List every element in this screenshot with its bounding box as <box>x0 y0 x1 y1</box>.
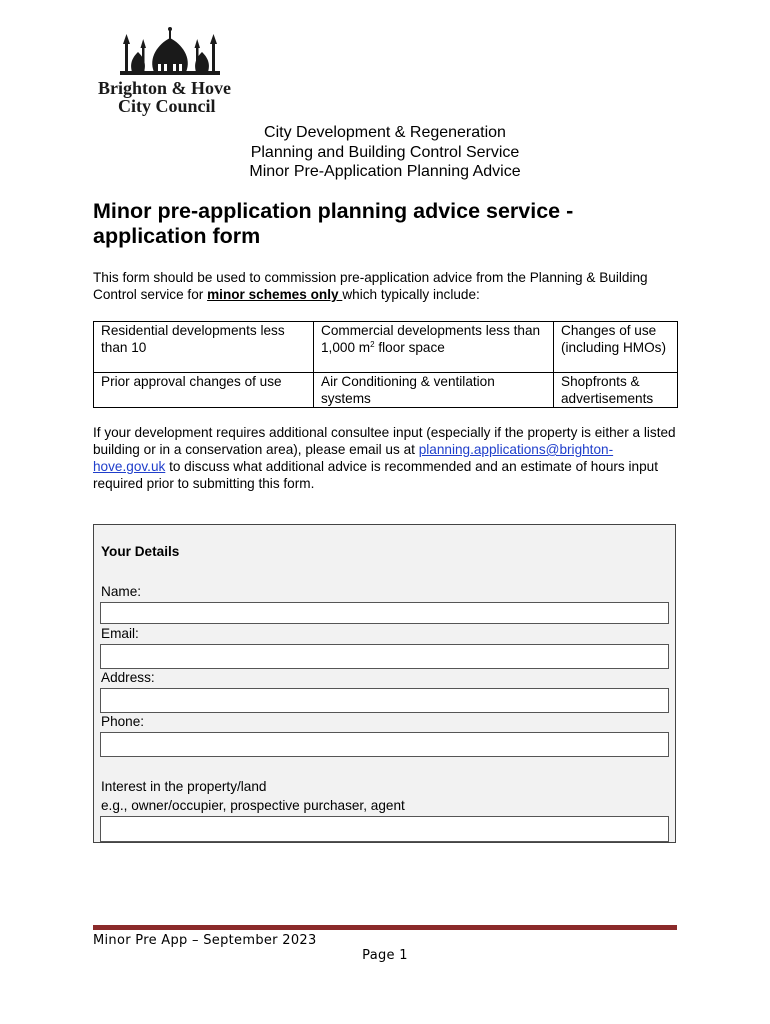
page-number: Page 1 <box>362 948 408 963</box>
cell-text: floor space <box>374 340 445 355</box>
name-label: Name: <box>101 584 142 599</box>
intro-emphasis: minor schemes only <box>207 287 343 302</box>
phone-label: Phone: <box>101 714 145 729</box>
wordmark-line-2: City Council <box>118 96 216 116</box>
interest-label: Interest in the property/land <box>101 779 267 794</box>
name-field[interactable] <box>100 602 669 624</box>
advice-line: Minor Pre-Application Planning Advice <box>249 163 521 180</box>
table-row <box>94 373 678 408</box>
table-cell: Shopfronts & advertisements <box>554 373 678 408</box>
email-link[interactable]: planning.applications@brighton-hove.gov.uk <box>93 442 614 474</box>
form-heading: Your Details <box>101 544 180 559</box>
consultee-paragraph <box>93 424 683 492</box>
interest-field[interactable] <box>100 816 669 842</box>
wordmark-line-1: Brighton & Hove <box>98 78 231 98</box>
interest-hint: e.g., owner/occupier, prospective purchaser, agent <box>101 798 405 813</box>
intro-text: This form should be used to commission pre-application advice from the Planning & Building Control service for <box>93 270 648 302</box>
pavilion-domes-icon <box>120 26 220 78</box>
intro-paragraph <box>93 269 683 303</box>
title-line-2: application form <box>93 224 261 248</box>
department-line: City Development & Regeneration <box>264 124 506 141</box>
superscript: 2 <box>370 340 375 349</box>
council-wordmark <box>96 79 248 115</box>
consultee-text-end: to discuss what additional advice is recommended and an estimate of hours input required prior to submitting this form. <box>93 459 658 491</box>
scheme-types-table <box>93 321 678 408</box>
table-cell: Prior approval changes of use <box>94 373 314 408</box>
phone-field[interactable] <box>100 732 669 757</box>
table-cell: Changes of use (including HMOs) <box>554 322 678 373</box>
council-logo <box>96 26 248 118</box>
your-details-form <box>93 524 676 843</box>
table-cell: Air Conditioning & ventilation systems <box>314 373 554 408</box>
address-field[interactable] <box>100 688 669 713</box>
intro-text-end: which typically include: <box>342 287 480 302</box>
footer-divider <box>93 925 677 930</box>
footer-document-ref: Minor Pre App – September 2023 <box>93 933 317 948</box>
cell-text: Commercial developments less than 1,000 m <box>321 323 541 355</box>
table-cell: Residential developments less than 10 <box>94 322 314 373</box>
consultee-text: If your development requires additional consultee input (especially if the property is either a listed building or in a conservation area), please email us at <box>93 425 676 457</box>
page-title <box>93 199 693 249</box>
table-cell <box>314 322 554 373</box>
title-line-1: Minor pre-application planning advice service - <box>93 199 574 223</box>
address-label: Address: <box>101 670 155 685</box>
email-label: Email: <box>101 626 139 641</box>
table-row <box>94 322 678 373</box>
department-header <box>0 123 770 182</box>
service-line: Planning and Building Control Service <box>250 143 520 161</box>
email-field[interactable] <box>100 644 669 669</box>
